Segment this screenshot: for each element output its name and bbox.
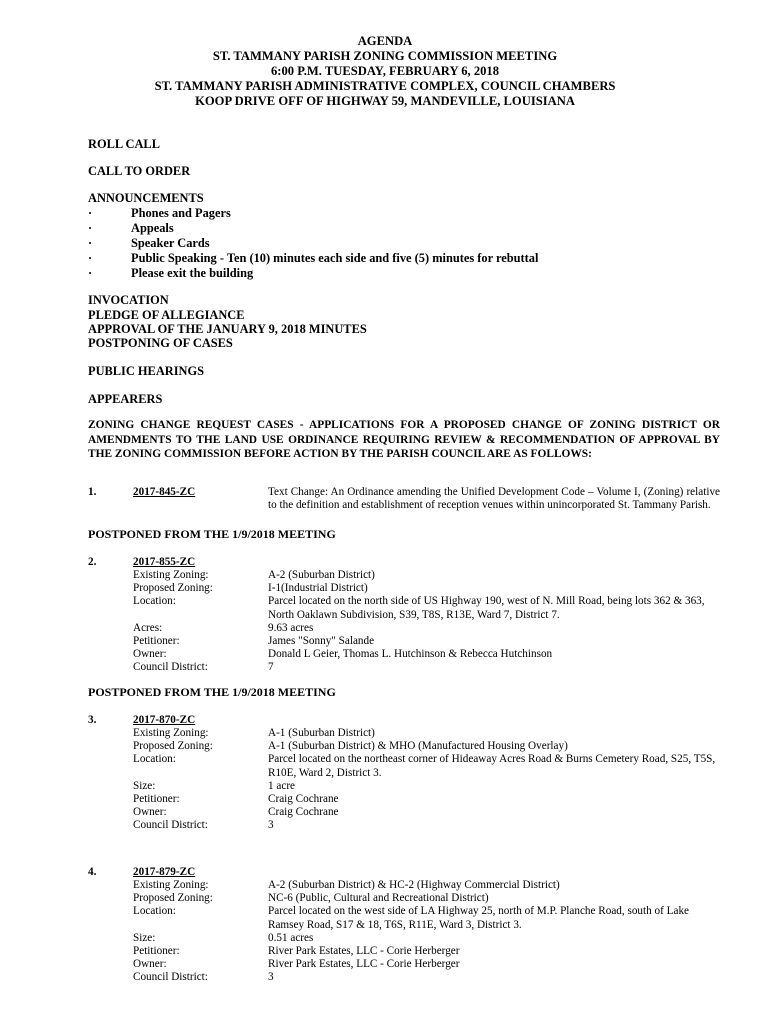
council-district: 3 xyxy=(268,819,274,832)
owner: Donald L Geier, Thomas L. Hutchinson & Rebecca Hutchinson xyxy=(268,648,553,661)
location: Parcel located on the west side of LA Highway 25, north of M.P. Planche Road, south of Lake Ramsey Road, S17 & 18, T6S, R11E, Ward 3, District 3. xyxy=(268,905,689,931)
section-postponing: POSTPONING OF CASES xyxy=(88,336,233,350)
proposed-zoning: NC-6 (Public, Cultural and Recreational District) xyxy=(268,892,489,905)
case-details: Existing Zoning: A-2 (Suburban District) Proposed Zoning: I-1(Industrial District) Location: Parcel located on the north side of US Highway 190, west of N. Mill Road, being lots 362 & 363, North Oaklawn Subdivision, S39, T8S, R13E, Ward 7, District 7. Acres: 9.63 acres Petitioner: James "Sonny" Salande Owner: Donald L Geier, Thomas L. Hutchinson & Rebecca Hutchinson Council District: 7 xyxy=(133,569,723,675)
owner: River Park Estates, LLC - Corie Herberger xyxy=(268,958,460,971)
case-number: 4. xyxy=(88,866,97,878)
header-meeting-time: 6:00 P.M. TUESDAY, FEBRUARY 6, 2018 xyxy=(270,64,500,78)
header-title: AGENDA xyxy=(357,34,413,48)
case-description: Text Change: An Ordinance amending the Unified Development Code – Volume I, (Zoning) relative to the definition and establishment of reception venues within unincorporated St. Tammany Parish. xyxy=(268,486,720,512)
case-details: Existing Zoning: A-2 (Suburban District) & HC-2 (Highway Commercial District) Proposed Zoning: NC-6 (Public, Cultural and Recreational District) Location: Parcel located on the west side of LA Highway 25, north of M.P. Planche Road, south of Lake Ramsey Road, S17 & 18, T6S, R11E, Ward 3, District 3. Size: 0.51 acres Petitioner: River Park Estates, LLC - Corie Herberger Owner: River Park Estates, LLC - Corie Herberger Council District: 3 xyxy=(133,879,723,985)
bullet-dot: · xyxy=(88,236,93,250)
proposed-zoning: A-1 (Suburban District) & MHO (Manufactured Housing Overlay) xyxy=(268,740,568,753)
proposed-zoning: I-1(Industrial District) xyxy=(268,582,368,595)
petitioner: James "Sonny" Salande xyxy=(268,635,375,648)
case-code: 2017-855-ZC xyxy=(133,556,196,568)
agenda-page: AGENDA ST. TAMMANY PARISH ZONING COMMISSION MEETING 6:00 P.M. TUESDAY, FEBRUARY 6, 2018 ST. TAMMANY PARISH ADMINISTRATIVE COMPLEX, COUNCIL CHAMBERS KOOP DRIVE OFF OF HIGHWAY 59, MANDEVILLE, LOUISIANA ROLL CALL CALL TO ORDER ANNOUNCEMENTS · Phones and Pagers · Appeals · Speaker Cards · Public Speaking - Ten (10) minutes each side and five (5) minutes for rebuttal · Please exit the building INVOCATION PLEDGE OF ALLEGIANCE APPROVAL OF THE JANUARY 9, 2018 MINUTES POSTPONING OF CASES PUBLIC HEARINGS APPEARERS ZONING CHANGE REQUEST CASES - APPLICATIONS FOR A PROPOSED CHANGE OF ZONING DISTRICT OR AMENDMENTS TO THE LAND USE ORDINANCE REQUIRING REVIEW & RECOMMENDATION OF APPROVAL BY THE ZONING COMMISSION BEFORE ACTION BY THE PARISH COUNCIL ARE AS FOLLOWS: 1. 2017-845-ZC Text Change: An Ordinance amending the Unified Development Code – Volume I, (Zoning) relative to the definition and establishment of reception venues within unincorporated St. Tammany Parish. POSTPONED FROM THE 1/9/2018 MEETING 2. 2017-855-ZC Existing Zoning: A-2 (Suburban District) Proposed Zoning: I-1(Industrial District) Location: Parcel located on the north side of US Highway 190, west of N. Mill Road, being lots 362 & 363, North Oaklawn Subdivision, S39, T8S, R13E, Ward 7, District 7. Acres: 9.63 acres Petitioner: James "Sonny" Salande Owner: Donald L Geier, Thomas L. Hutchinson & Rebecca Hutchinson Council District: 7 POSTPONED FROM THE 1/9/2018 MEETING 3. 2017-870-ZC Existing Zoning: A-1 (Suburban District) Proposed Zoning: A-1 (Suburban District) & MHO (Manufactured Housing Overlay) Location: Parcel located on the northeast corner of Hideaway Acres Road & Burns Cemetery Road, S25, T5S, R10E, Ward 2, District 3. Size: 1 acre Petitioner: Craig Cochrane Owner: Craig Cochrane Council District: 3 4. 2017-879-ZC Existing Zoning: A-2 (Suburban District) & HC-2 (Highway Commercial District) Proposed Zoning: NC-6 (Public, Cultural and Recreational District) Location: Parcel located on the west side of LA Highway 25, north of M.P. Planche Road, south of Lake Ramsey Road, S17 & 18, T6S, R11E, Ward 3, District 3. Size: 0.51 acres Petitioner: River Park Estates, LLC - Corie Herberger Owner: River Park Estates, LLC - Corie Herberger Council District: 3 xyxy=(0,0,770,1024)
size: 9.63 acres xyxy=(268,621,314,634)
bullet-dot: · xyxy=(88,206,93,220)
bullet-dot: · xyxy=(88,251,93,265)
existing-zoning: A-2 (Suburban District) xyxy=(268,569,375,581)
section-pledge: PLEDGE OF ALLEGIANCE xyxy=(88,308,245,322)
section-public-hearings: PUBLIC HEARINGS xyxy=(88,364,205,378)
header-meeting-name: ST. TAMMANY PARISH ZONING COMMISSION MEETING xyxy=(212,49,558,63)
section-approval-minutes: APPROVAL OF THE JANUARY 9, 2018 MINUTES xyxy=(88,322,367,336)
header-address: KOOP DRIVE OFF OF HIGHWAY 59, MANDEVILLE, LOUISIANA xyxy=(195,94,575,108)
case-number: 3. xyxy=(88,714,97,726)
size: 1 acre xyxy=(268,779,296,792)
council-district: 3 xyxy=(268,971,274,984)
case-code: 2017-879-ZC xyxy=(133,866,196,878)
case-code: 2017-845-ZC xyxy=(133,486,196,498)
case-code: 2017-870-ZC xyxy=(133,714,196,726)
petitioner: Craig Cochrane xyxy=(268,793,339,806)
case-1 xyxy=(88,486,728,528)
size: 0.51 acres xyxy=(268,931,314,944)
postponed-notice: POSTPONED FROM THE 1/9/2018 MEETING xyxy=(88,527,336,541)
case-number: 1. xyxy=(88,486,97,498)
agenda-header xyxy=(0,34,770,109)
section-announcements: ANNOUNCEMENTS xyxy=(88,191,204,205)
location: Parcel located on the northeast corner of Hideaway Acres Road & Burns Cemetery Road, S25, T5S, R10E, Ward 2, District 3. xyxy=(268,753,716,779)
petitioner: River Park Estates, LLC - Corie Herberger xyxy=(268,945,460,958)
case-details: Existing Zoning: A-1 (Suburban District) Proposed Zoning: A-1 (Suburban District) & MHO (Manufactured Housing Overlay) Location: Parcel located on the northeast corner of Hideaway Acres Road & Burns Cemetery Road, S25, T5S, R10E, Ward 2, District 3. Size: 1 acre Petitioner: Craig Cochrane Owner: Craig Cochrane Council District: 3 xyxy=(133,727,723,833)
postponed-notice: POSTPONED FROM THE 1/9/2018 MEETING xyxy=(88,685,336,699)
location: Parcel located on the north side of US Highway 190, west of N. Mill Road, being lots 362 & 363, North Oaklawn Subdivision, S39, T8S, R13E, Ward 7, District 7. xyxy=(268,595,705,621)
section-call-to-order: CALL TO ORDER xyxy=(88,164,191,178)
existing-zoning: A-2 (Suburban District) & HC-2 (Highway Commercial District) xyxy=(268,879,560,891)
bullet-dot: · xyxy=(88,221,93,235)
section-invocation: INVOCATION xyxy=(88,293,169,307)
zoning-intro: ZONING CHANGE REQUEST CASES - APPLICATIONS FOR A PROPOSED CHANGE OF ZONING DISTRICT OR AMENDMENTS TO THE LAND USE ORDINANCE REQUIRING REVIEW & RECOMMENDATION OF APPROVAL BY THE ZONING COMMISSION BEFORE ACTION BY THE PARISH COUNCIL ARE AS FOLLOWS: xyxy=(88,419,720,460)
header-venue: ST. TAMMANY PARISH ADMINISTRATIVE COMPLEX, COUNCIL CHAMBERS xyxy=(154,79,616,93)
section-appearers: APPEARERS xyxy=(88,392,163,406)
council-district: 7 xyxy=(268,661,274,674)
case-number: 2. xyxy=(88,556,97,568)
existing-zoning: A-1 (Suburban District) xyxy=(268,727,375,739)
bullet-dot: · xyxy=(88,266,93,280)
section-roll-call: ROLL CALL xyxy=(88,137,160,151)
owner: Craig Cochrane xyxy=(268,806,339,819)
